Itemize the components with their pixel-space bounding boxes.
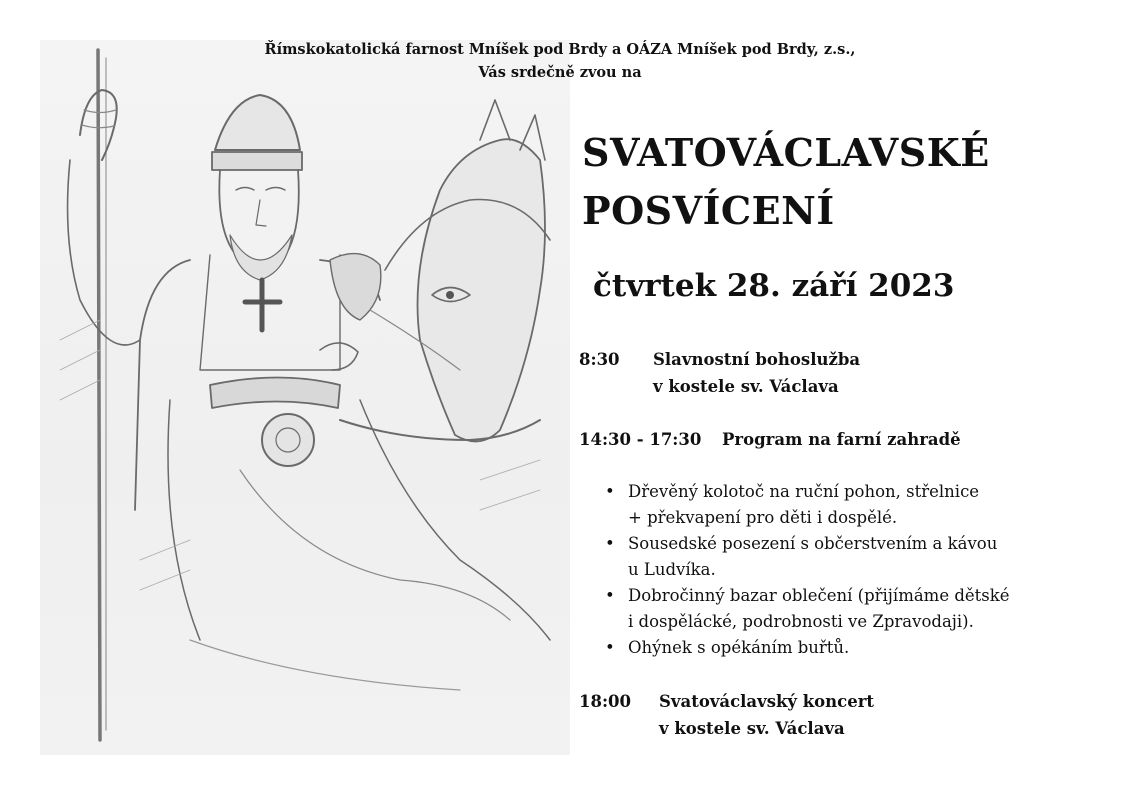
title-line-1: SVATOVÁCLAVSKÉ bbox=[582, 130, 990, 175]
schedule-desc-2: v kostele sv. Václava bbox=[653, 377, 839, 396]
schedule-time: 18:00 bbox=[579, 692, 632, 711]
event-date: čtvrtek 28. září 2023 bbox=[593, 268, 955, 304]
invitation-header bbox=[215, 38, 905, 84]
list-item-line: • Sousedské posezení s občerstvením a kávou bbox=[628, 534, 998, 553]
list-item-line: • Ohýnek s opékáním buřtů. bbox=[628, 638, 850, 657]
schedule-desc-2: v kostele sv. Václava bbox=[659, 719, 845, 738]
invite-line: Vás srdečně zvou na bbox=[478, 64, 642, 81]
list-item-line: u Ludvíka. bbox=[628, 560, 716, 579]
list-item-line: • Dřevěný kolotoč na ruční pohon, střelnice bbox=[628, 482, 980, 501]
list-item-line: • Dobročinný bazar oblečení (přijímáme dětské bbox=[628, 586, 1010, 605]
schedule-time: 14:30 - 17:30 bbox=[579, 430, 702, 449]
schedule-item-concert bbox=[579, 688, 919, 742]
list-item bbox=[600, 583, 1110, 635]
schedule-desc: Slavnostní bohoslužba bbox=[653, 350, 861, 369]
wenceslas-sketch bbox=[40, 40, 570, 755]
program-list bbox=[600, 479, 1110, 661]
schedule-time: 8:30 bbox=[579, 350, 620, 369]
title-line-2: POSVÍCENÍ bbox=[582, 188, 835, 233]
list-item-line: + překvapení pro děti i dospělé. bbox=[628, 508, 898, 527]
schedule-item-garden bbox=[579, 426, 999, 453]
schedule-desc: Program na farní zahradě bbox=[722, 430, 961, 449]
list-item bbox=[600, 531, 1110, 583]
organizers-line: Římskokatolická farnost Mníšek pod Brdy a OÁZA Mníšek pod Brdy, z.s., bbox=[264, 41, 856, 58]
schedule-desc: Svatováclavský koncert bbox=[659, 692, 875, 711]
list-item bbox=[600, 635, 1110, 661]
list-item bbox=[600, 479, 1110, 531]
schedule-item-mass bbox=[579, 346, 909, 400]
event-title bbox=[582, 124, 990, 240]
list-item-line: i dospělácké, podrobnosti ve Zpravodaji). bbox=[628, 612, 974, 631]
